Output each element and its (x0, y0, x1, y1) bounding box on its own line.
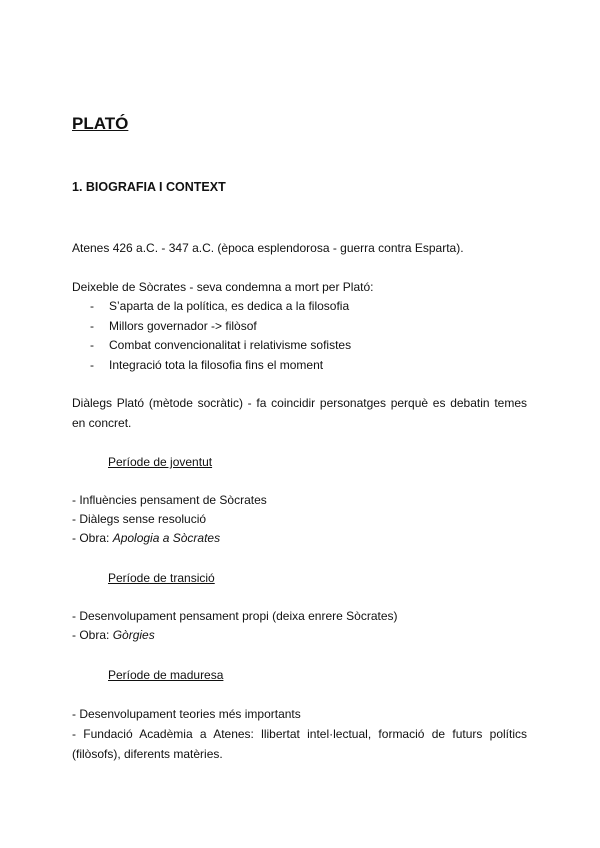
list-item (72, 336, 351, 356)
list-item (72, 356, 351, 376)
section-heading: 1. BIOGRAFIA I CONTEXT (72, 180, 226, 194)
work-title: Gòrgies (112, 628, 155, 642)
list-item-text: Millors governador -> filòsof (109, 318, 257, 333)
period-line: - Desenvolupament teories més importants (72, 707, 301, 721)
dialegs-paragraph: Diàlegs Plató (mètode socràtic) - fa coincidir personatges perquè es debatin temes en concret. (72, 396, 527, 430)
period-line: - Influències pensament de Sòcrates (72, 493, 267, 507)
dash-bullet: - (90, 338, 94, 352)
period-line: - Obra: Gòrgies (72, 628, 155, 642)
dash-bullet: - (90, 357, 94, 372)
period-line: - Diàlegs sense resolució (72, 512, 207, 526)
period-heading-transicio: Període de transició (108, 571, 215, 585)
list-item-text: S’aparta de la política, es dedica a la filosofia (109, 299, 350, 313)
period-heading-joventut: Període de joventut (108, 455, 213, 469)
deixeble-intro: Deixeble de Sòcrates - seva condemna a mort per Plató: (72, 280, 374, 294)
document-title: PLATÓ (72, 114, 129, 133)
deixeble-list (72, 297, 351, 375)
dash-bullet: - (90, 318, 94, 333)
period-line: - Obra: Apologia a Sòcrates (72, 531, 221, 545)
list-item (72, 317, 351, 337)
dash-bullet: - (90, 299, 94, 313)
list-item-text: Combat convencionalitat i relativisme sofistes (109, 338, 352, 352)
academia-paragraph: - Fundació Acadèmia a Atenes: llibertat intel·lectual, formació de futurs polítics (filòsofs), diferents matèries. (72, 727, 527, 761)
dates-paragraph: Atenes 426 a.C. - 347 a.C. (època esplendorosa - guerra contra Esparta). (72, 241, 464, 255)
period-heading-maduresa: Període de maduresa (108, 668, 224, 682)
list-item (72, 297, 351, 317)
work-title: Apologia a Sòcrates (112, 531, 221, 545)
period-line: - Desenvolupament pensament propi (deixa enrere Sòcrates) (72, 609, 398, 623)
list-item-text: Integració tota la filosofia fins el moment (109, 357, 324, 372)
